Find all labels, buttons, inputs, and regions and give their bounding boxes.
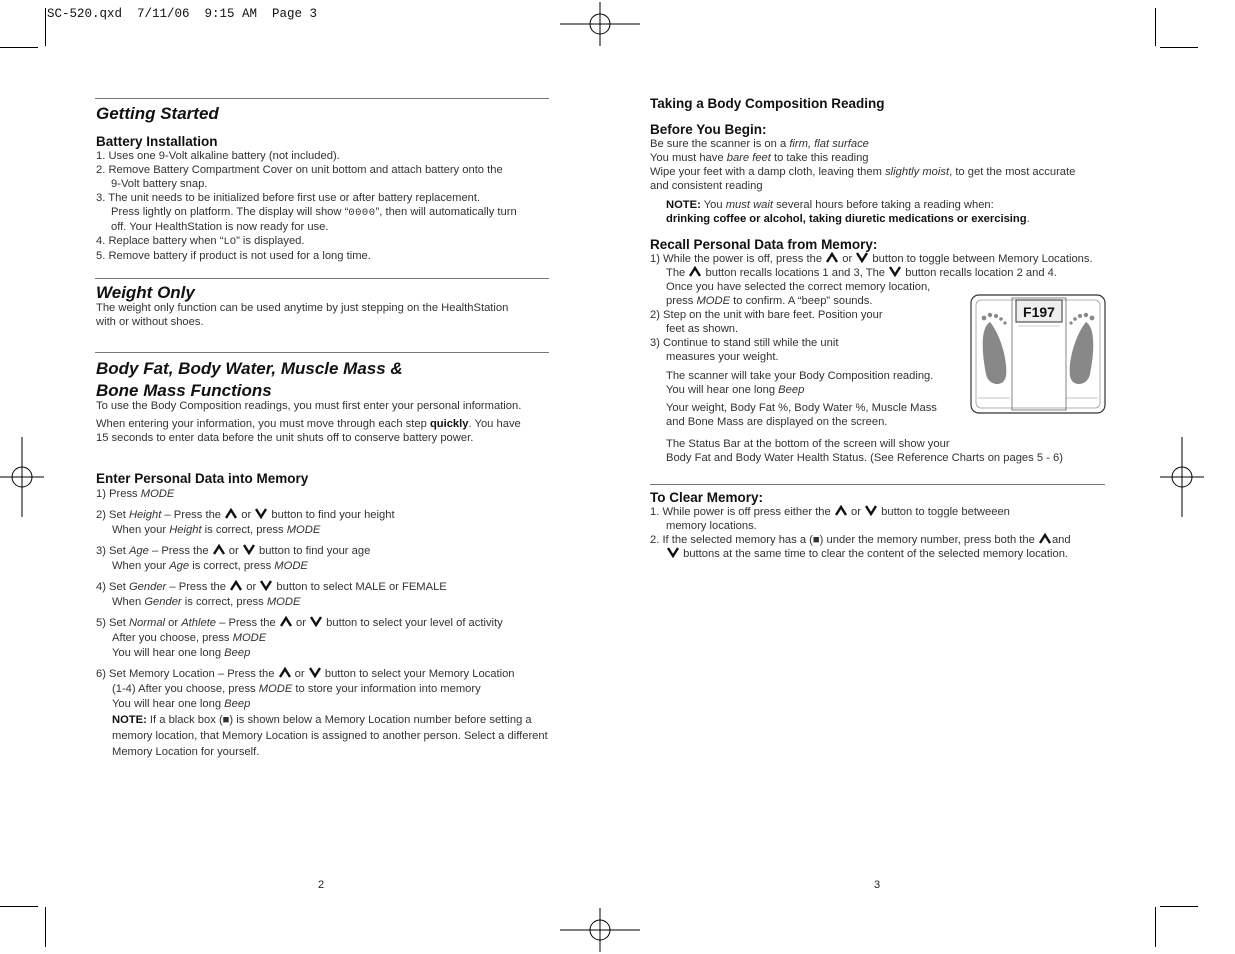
step-line: The button recalls locations 1 and 3, The button recalls location 2 and 4. [666, 267, 1058, 279]
step-line: feet as shown. [666, 323, 739, 335]
step-line: Body Fat and Body Water Health Status. (See Reference Charts on pages 5 - 6) [666, 452, 1063, 464]
step-line: 2) Step on the unit with bare feet. Position your [650, 309, 883, 321]
up-arrow-icon [213, 544, 225, 555]
step-line: 1. While power is off press either the or button to toggle betweeen [650, 506, 1010, 518]
recall-heading: Recall Personal Data from Memory: [650, 237, 878, 252]
step-line: You will hear one long Beep [666, 384, 805, 396]
down-arrow-icon [260, 580, 272, 591]
paragraph-line: You must have bare feet to take this reading [650, 152, 869, 164]
list-item: off. Your HealthStation is now ready for use. [111, 221, 329, 233]
crop-mark [1160, 906, 1198, 907]
clear-memory-steps [650, 505, 1120, 561]
step-3: 3) Set Age – Press the or button to find your age When your Age is correct, press MODE [96, 545, 371, 572]
paragraph-line: When entering your information, you must move through each step quickly. You have [96, 418, 521, 430]
crop-mark [0, 906, 38, 907]
scale-display-readout: F197 [1023, 304, 1055, 320]
crop-mark [1155, 8, 1156, 46]
step-line: Once you have selected the correct memory location, [666, 281, 931, 293]
down-arrow-icon [243, 544, 255, 555]
paragraph-line: with or without shoes. [96, 316, 204, 328]
paragraph-line: 15 seconds to enter data before the unit shuts off to conserve battery power. [96, 432, 474, 444]
step-line: press MODE to confirm. A “beep” sounds. [666, 295, 873, 307]
step-1: 1) Press MODE [96, 488, 175, 500]
list-item: 1. Uses one 9-Volt alkaline battery (not included). [96, 150, 340, 162]
down-arrow-icon [889, 266, 901, 277]
registration-mark-right [1160, 437, 1204, 517]
down-arrow-icon [667, 547, 679, 558]
down-arrow-icon [309, 667, 321, 678]
enter-data-steps [96, 487, 556, 760]
up-arrow-icon [280, 616, 292, 627]
battery-list [96, 149, 556, 263]
down-arrow-icon [865, 505, 877, 516]
up-arrow-icon [225, 508, 237, 519]
lcd-lo-display: LO [223, 236, 237, 248]
step-line: The scanner will take your Body Composition reading. [666, 370, 934, 382]
paragraph-line: Be sure the scanner is on a firm, flat surface [650, 138, 869, 150]
weight-only-text [96, 301, 556, 329]
up-arrow-icon [1039, 533, 1051, 544]
down-arrow-icon [310, 616, 322, 627]
crop-mark [1160, 47, 1198, 48]
paragraph-line: To use the Body Composition readings, you must first enter your personal information. [96, 400, 522, 412]
step-line: and Bone Mass are displayed on the screen. [666, 416, 888, 428]
up-arrow-icon [279, 667, 291, 678]
note: NOTE: You must wait several hours before taking a reading when: drinking coffee or alcohol, taking diuretic medications or exercising. [666, 199, 1030, 225]
step-2: 2) Set Height – Press the or button to find your height When your Height is correct, press MODE [96, 509, 395, 536]
up-arrow-icon [689, 266, 701, 277]
page-number-right: 3 [874, 879, 881, 891]
taking-reading-title: Taking a Body Composition Reading [650, 96, 885, 111]
crop-mark [45, 907, 46, 947]
step-line: Your weight, Body Fat %, Body Water %, Muscle Mass [666, 402, 937, 414]
page-number-left: 2 [318, 879, 325, 891]
file-slug: SC-520.qxd 7/11/06 9:15 AM Page 3 [47, 7, 318, 21]
crop-mark [0, 47, 38, 48]
registration-mark-bottom [560, 908, 640, 952]
crop-mark [45, 8, 46, 46]
step-line: memory locations. [666, 520, 757, 532]
list-item: 9-Volt battery snap. [111, 178, 208, 190]
list-item: Press lightly on platform. The display will show “0000”, then will automatically turn [111, 206, 517, 219]
scale-illustration [970, 294, 1106, 414]
step-line: 2. If the selected memory has a (■) under the memory number, press both the and [650, 534, 1071, 546]
title-line: Bone Mass Functions [96, 381, 272, 400]
up-arrow-icon [826, 252, 838, 263]
battery-installation-heading: Battery Installation [96, 134, 218, 149]
paragraph-line: The weight only function can be used anytime by just stepping on the HealthStation [96, 302, 509, 314]
step-line: 3) Continue to stand still while the unit [650, 337, 839, 349]
body-fat-intro [96, 399, 556, 445]
step-line: buttons at the same time to clear the content of the selected memory location. [650, 547, 1120, 561]
step-line: measures your weight. [666, 351, 779, 363]
before-you-begin-text [650, 137, 1120, 226]
enter-data-heading: Enter Personal Data into Memory [96, 471, 309, 486]
step-line: 1) While the power is off, press the or button to toggle between Memory Locations. [650, 253, 1093, 265]
getting-started-title: Getting Started [96, 104, 219, 123]
list-item: 5. Remove battery if product is not used for a long time. [96, 250, 371, 262]
up-arrow-icon [835, 505, 847, 516]
clear-memory-heading: To Clear Memory: [650, 490, 764, 505]
down-arrow-icon [856, 252, 868, 263]
registration-mark-left [0, 437, 44, 517]
section-divider [95, 352, 549, 353]
step-5: 5) Set Normal or Athlete – Press the or button to select your level of activity After you choose, press MODE You will hear one long Beep [96, 617, 503, 659]
section-divider [95, 98, 549, 99]
up-arrow-icon [230, 580, 242, 591]
section-divider [95, 278, 549, 279]
down-arrow-icon [255, 508, 267, 519]
paragraph-line: Wipe your feet with a damp cloth, leaving them slightly moist, to get the most accurate [650, 166, 1076, 178]
weight-only-title: Weight Only [96, 283, 195, 302]
registration-mark-top [560, 2, 640, 46]
paragraph-line: and consistent reading [650, 180, 763, 192]
body-fat-title [96, 358, 403, 402]
step-line: The Status Bar at the bottom of the screen will show your [666, 438, 950, 450]
before-you-begin-heading: Before You Begin: [650, 122, 767, 137]
lcd-zero-display: 0000 [348, 207, 376, 219]
crop-mark [1155, 907, 1156, 947]
step-4: 4) Set Gender – Press the or button to select MALE or FEMALE When Gender is correct, press MODE [96, 581, 447, 608]
list-item: 2. Remove Battery Compartment Cover on unit bottom and attach battery onto the [96, 164, 503, 176]
list-item: 3. The unit needs to be initialized before first use or after battery replacement. [96, 192, 481, 204]
list-item: 4. Replace battery when “LO” is displayed. [96, 235, 305, 248]
title-line: Body Fat, Body Water, Muscle Mass & [96, 359, 403, 378]
section-divider [650, 484, 1105, 485]
step-6: 6) Set Memory Location – Press the or button to select your Memory Location (1-4) After you choose, press MODE to store your information into memory You will hear one long Beep NOTE: If a black box (■) is shown below a Memory Location number before setting a memory location, that Memory Location is assigned to another person. Select a different Memory Location for yourself. [96, 668, 548, 758]
